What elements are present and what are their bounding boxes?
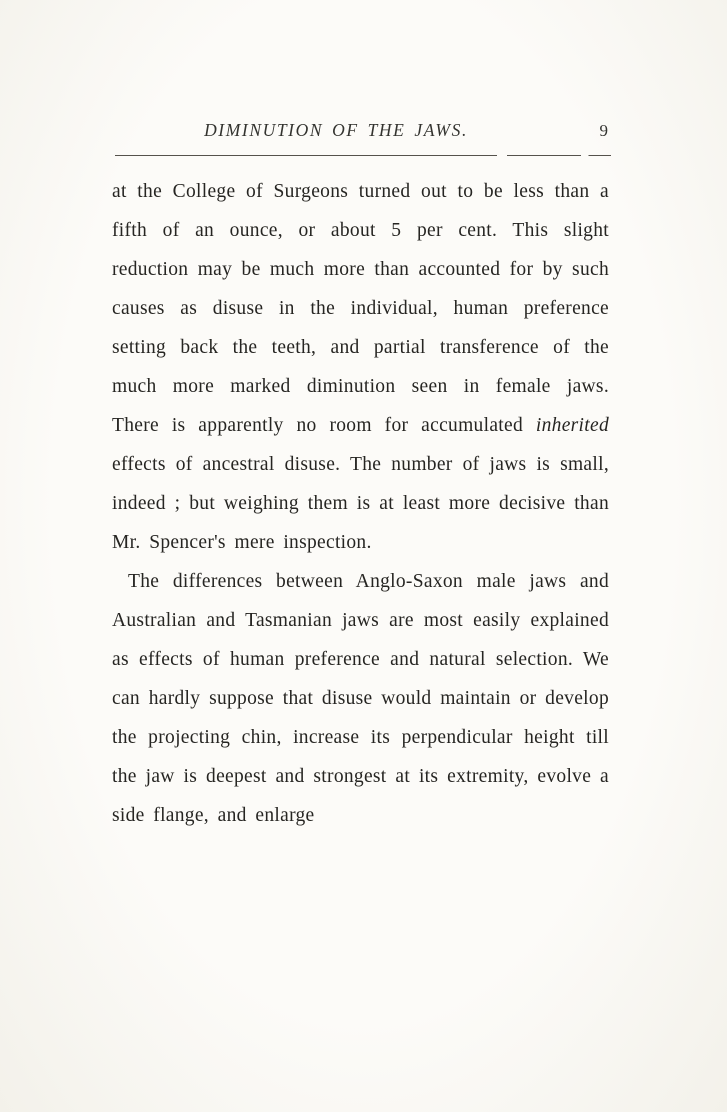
paragraph	[112, 562, 609, 835]
italic-text: inherited	[535, 415, 609, 436]
running-header	[112, 120, 610, 150]
header-rule	[115, 154, 611, 156]
text-block	[112, 172, 609, 835]
page-number: 9	[599, 121, 608, 140]
text-segment: effects of ancestral disuse. The number of jaws is small, indeed ; but weighing them is at least more decisive than Mr. Spencer's mere inspection.	[112, 454, 609, 553]
page-title: DIMINUTION OF THE JAWS.	[204, 120, 468, 140]
text-segment: at the College of Surgeons turned out to be less than a fifth of an ounce, or about 5 per cent. This slight reduction may be much more than accounted for by such causes as disuse in the individual, human preference setting back the teeth, and partial transference of the much more marked diminution seen in female jaws. There is apparently no room for accumulated	[112, 181, 609, 436]
paragraph	[112, 172, 609, 562]
text-segment: The differences between Anglo-Saxon male jaws and Australian and Tasmanian jaws are most easily explained as effects of human preference and natural selection. We can hardly suppose that disuse would maintain or develop the projecting chin, increase its perpendicular height till the jaw is deepest and strongest at its extremity, evolve a side flange, and enlarge	[112, 571, 609, 826]
